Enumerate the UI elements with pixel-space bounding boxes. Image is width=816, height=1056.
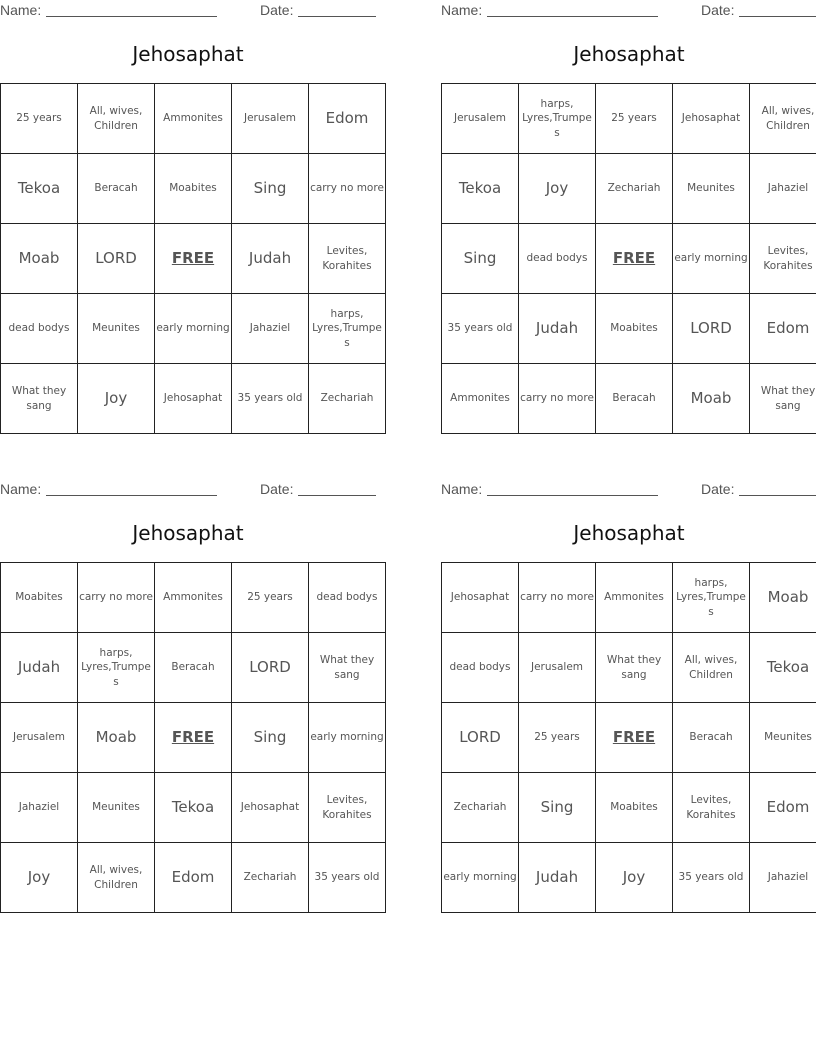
grid-row <box>1 294 386 364</box>
bingo-cell[interactable]: All, wives, Children <box>750 84 816 154</box>
bingo-cell[interactable]: Ammonites <box>155 84 232 154</box>
bingo-cell[interactable]: Edom <box>309 84 386 154</box>
bingo-cell[interactable]: 25 years <box>232 563 309 633</box>
bingo-cell[interactable]: harps, Lyres,Trumpes <box>673 563 750 633</box>
bingo-cell[interactable]: Beracah <box>596 364 673 434</box>
date-label: Date: <box>260 2 294 18</box>
name-field-line[interactable] <box>487 495 658 496</box>
name-label: Name: <box>0 2 42 18</box>
bingo-cell[interactable]: harps, Lyres,Trumpes <box>78 633 155 703</box>
bingo-cell[interactable]: Jahaziel <box>232 294 309 364</box>
grid-row <box>442 294 816 364</box>
bingo-cell[interactable]: 35 years old <box>442 294 519 364</box>
bingo-cell[interactable]: Levites, Korahites <box>309 773 386 843</box>
grid-row <box>1 843 386 913</box>
card-title: Jehosaphat <box>132 42 244 66</box>
bingo-cell[interactable]: Jehosaphat <box>155 364 232 434</box>
bingo-cell[interactable]: What they sang <box>750 364 816 434</box>
bingo-grid <box>0 562 386 913</box>
name-label: Name: <box>441 2 483 18</box>
grid-row <box>1 563 386 633</box>
bingo-cell[interactable]: Ammonites <box>155 563 232 633</box>
grid-row <box>1 703 386 773</box>
bingo-cell[interactable]: carry no more <box>78 563 155 633</box>
bingo-cell[interactable]: Ammonites <box>442 364 519 434</box>
bingo-cell[interactable]: carry no more <box>519 364 596 434</box>
bingo-cell[interactable]: Edom <box>750 294 816 364</box>
card-title: Jehosaphat <box>573 521 685 545</box>
card-title: Jehosaphat <box>573 42 685 66</box>
card-title: Jehosaphat <box>132 521 244 545</box>
grid-row <box>442 84 816 154</box>
bingo-cell[interactable]: LORD <box>232 633 309 703</box>
bingo-cell[interactable]: Sing <box>232 703 309 773</box>
bingo-cell[interactable]: Moabites <box>1 563 78 633</box>
bingo-cell[interactable]: What they sang <box>1 364 78 434</box>
bingo-cell[interactable]: Jahaziel <box>750 154 816 224</box>
bingo-cell[interactable]: carry no more <box>519 563 596 633</box>
bingo-cell[interactable]: 35 years old <box>673 843 750 913</box>
grid-row <box>442 224 816 294</box>
bingo-cell[interactable]: Judah <box>232 224 309 294</box>
name-date-header <box>0 0 376 22</box>
bingo-cell[interactable]: Edom <box>155 843 232 913</box>
bingo-cell[interactable]: Zechariah <box>596 154 673 224</box>
bingo-cell[interactable]: carry no more <box>309 154 386 224</box>
bingo-cell[interactable]: Levites, Korahites <box>673 773 750 843</box>
bingo-cell[interactable]: Judah <box>519 294 596 364</box>
grid-row <box>442 154 816 224</box>
date-field-line[interactable] <box>298 16 376 17</box>
bingo-cell[interactable]: What they sang <box>309 633 386 703</box>
free-space-cell[interactable]: FREE <box>155 224 232 294</box>
bingo-grid <box>0 83 386 434</box>
bingo-cell[interactable]: Joy <box>1 843 78 913</box>
date-label: Date: <box>701 2 735 18</box>
bingo-cell[interactable]: Sing <box>519 773 596 843</box>
grid-row <box>442 633 816 703</box>
bingo-cell[interactable]: Beracah <box>78 154 155 224</box>
bingo-cell[interactable]: early morning <box>442 843 519 913</box>
grid-row <box>1 154 386 224</box>
bingo-cell[interactable]: Moabites <box>596 773 673 843</box>
bingo-cell[interactable]: Meunites <box>78 773 155 843</box>
name-field-line[interactable] <box>46 495 217 496</box>
bingo-cell[interactable]: Jehosaphat <box>232 773 309 843</box>
date-label: Date: <box>260 481 294 497</box>
bingo-cell[interactable]: Sing <box>442 224 519 294</box>
bingo-cell[interactable]: Judah <box>519 843 596 913</box>
name-label: Name: <box>0 481 42 497</box>
bingo-cell[interactable]: dead bodys <box>1 294 78 364</box>
bingo-cell[interactable]: Joy <box>519 154 596 224</box>
bingo-cell[interactable]: 35 years old <box>232 364 309 434</box>
bingo-cell[interactable]: LORD <box>673 294 750 364</box>
bingo-cell[interactable]: dead bodys <box>519 224 596 294</box>
bingo-cell[interactable]: early morning <box>673 224 750 294</box>
free-space-cell[interactable]: FREE <box>596 703 673 773</box>
bingo-cell[interactable]: Jehosaphat <box>673 84 750 154</box>
bingo-cell[interactable]: dead bodys <box>442 633 519 703</box>
bingo-cell[interactable]: Levites, Korahites <box>750 224 816 294</box>
bingo-cell[interactable]: Moab <box>673 364 750 434</box>
bingo-cell[interactable]: All, wives, Children <box>78 84 155 154</box>
date-field-line[interactable] <box>739 495 816 496</box>
name-date-header <box>441 0 816 22</box>
grid-row <box>1 773 386 843</box>
bingo-cell[interactable]: harps, Lyres,Trumpes <box>309 294 386 364</box>
bingo-cell[interactable]: early morning <box>309 703 386 773</box>
grid-row <box>442 563 816 633</box>
grid-row <box>1 224 386 294</box>
bingo-cell[interactable]: Tekoa <box>750 633 816 703</box>
bingo-cell[interactable]: Moab <box>750 563 816 633</box>
bingo-cell[interactable]: 25 years <box>1 84 78 154</box>
bingo-cell[interactable]: Sing <box>232 154 309 224</box>
bingo-cell[interactable]: Beracah <box>155 633 232 703</box>
free-space-cell[interactable]: FREE <box>155 703 232 773</box>
grid-row <box>442 703 816 773</box>
grid-row <box>442 773 816 843</box>
bingo-cell[interactable]: Jahaziel <box>1 773 78 843</box>
date-field-line[interactable] <box>298 495 376 496</box>
bingo-cell[interactable]: Beracah <box>673 703 750 773</box>
bingo-cell[interactable]: Levites, Korahites <box>309 224 386 294</box>
grid-row <box>1 84 386 154</box>
bingo-cell[interactable]: What they sang <box>596 633 673 703</box>
bingo-cell[interactable]: Zechariah <box>309 364 386 434</box>
name-label: Name: <box>441 481 483 497</box>
bingo-cell[interactable]: Zechariah <box>442 773 519 843</box>
bingo-cell[interactable]: 25 years <box>596 84 673 154</box>
bingo-cell[interactable]: All, wives, Children <box>78 843 155 913</box>
bingo-cell[interactable]: Edom <box>750 773 816 843</box>
bingo-cell[interactable]: Meunites <box>673 154 750 224</box>
bingo-cell[interactable]: Moabites <box>155 154 232 224</box>
bingo-cell[interactable]: Zechariah <box>232 843 309 913</box>
bingo-cell[interactable]: Moab <box>78 703 155 773</box>
bingo-cell[interactable]: Jerusalem <box>442 84 519 154</box>
grid-row <box>1 633 386 703</box>
bingo-grid <box>441 562 816 913</box>
grid-row <box>442 843 816 913</box>
name-field-line[interactable] <box>487 16 658 17</box>
bingo-cell[interactable]: Judah <box>1 633 78 703</box>
bingo-cell[interactable]: Tekoa <box>155 773 232 843</box>
bingo-cell[interactable]: LORD <box>442 703 519 773</box>
bingo-cell[interactable]: Tekoa <box>442 154 519 224</box>
bingo-cell[interactable]: Moabites <box>596 294 673 364</box>
bingo-cell[interactable]: All, wives, Children <box>673 633 750 703</box>
bingo-cell[interactable]: Jehosaphat <box>442 563 519 633</box>
bingo-cell[interactable]: Moab <box>1 224 78 294</box>
name-date-header <box>0 479 376 501</box>
bingo-cell[interactable]: early morning <box>155 294 232 364</box>
free-space-cell[interactable]: FREE <box>596 224 673 294</box>
bingo-cell[interactable]: Joy <box>596 843 673 913</box>
bingo-cell[interactable]: harps, Lyres,Trumpes <box>519 84 596 154</box>
grid-row <box>442 364 816 434</box>
bingo-cell[interactable]: LORD <box>78 224 155 294</box>
bingo-cell[interactable]: Jahaziel <box>750 843 816 913</box>
date-field-line[interactable] <box>739 16 816 17</box>
bingo-cell[interactable]: Ammonites <box>596 563 673 633</box>
bingo-grid <box>441 83 816 434</box>
bingo-cell[interactable]: Jerusalem <box>1 703 78 773</box>
date-label: Date: <box>701 481 735 497</box>
bingo-cell[interactable]: Tekoa <box>1 154 78 224</box>
bingo-cell[interactable]: Joy <box>78 364 155 434</box>
bingo-cell[interactable]: Meunites <box>750 703 816 773</box>
name-field-line[interactable] <box>46 16 217 17</box>
bingo-cell[interactable]: 35 years old <box>309 843 386 913</box>
bingo-cell[interactable]: Jerusalem <box>519 633 596 703</box>
bingo-cell[interactable]: Meunites <box>78 294 155 364</box>
bingo-cell[interactable]: 25 years <box>519 703 596 773</box>
grid-row <box>1 364 386 434</box>
name-date-header <box>441 479 816 501</box>
bingo-cell[interactable]: Jerusalem <box>232 84 309 154</box>
bingo-cell[interactable]: dead bodys <box>309 563 386 633</box>
